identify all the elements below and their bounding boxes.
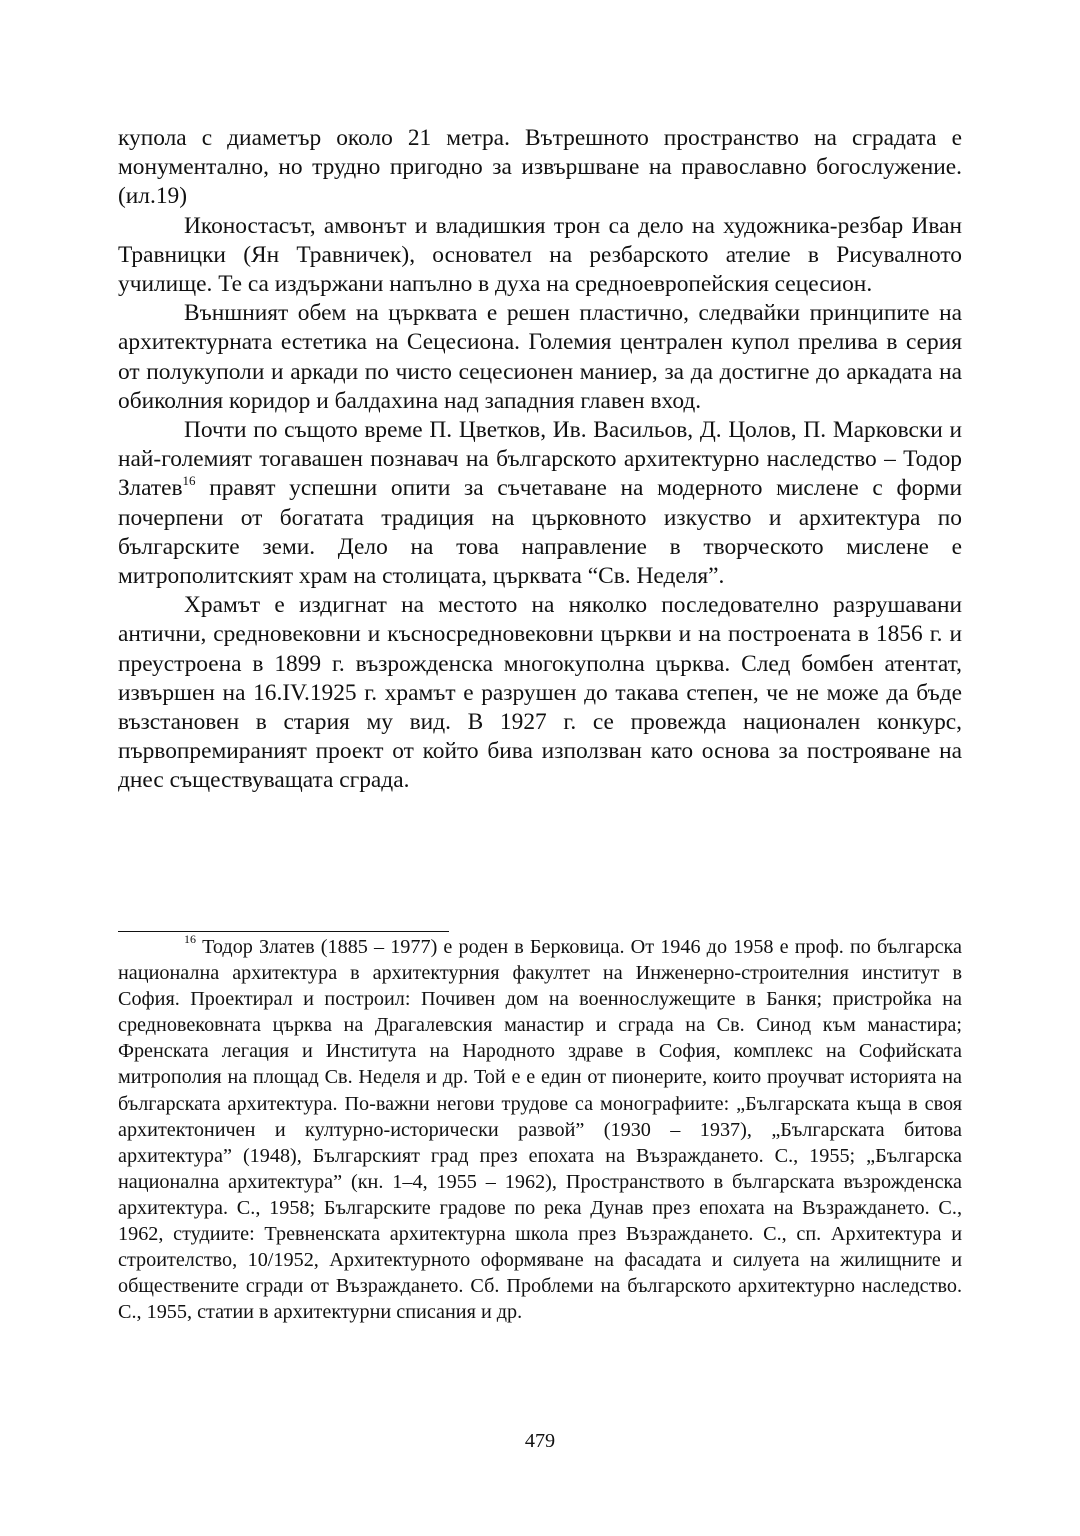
footnote-paragraph xyxy=(118,934,962,1325)
paragraph-3: Външният обем на църквата е решен пластично, следвайки принципите на архитектурната естетика на Сецесиона. Големия централен купол прелива в серия от полукуполи и аркади по чисто сецесионен маниер, за да достигне до аркадата на обиколния коридор и балдахина над западния главен вход. xyxy=(118,300,962,414)
paragraph-4-part-2: правят успешни опити за съчетаване на модерното мислене с форми почерпени от богатата традиция на църковното изкуство и архитектура по българските земи. Дело на това направление в творческото мислене е митрополитският храм на столицата, църквата “Св. Неделя”. xyxy=(118,475,962,590)
paragraph-4 xyxy=(118,416,962,591)
footnote-text: Тодор Златев (1885 – 1977) е роден в Берковица. От 1946 до 1958 е проф. по българска национална архитектура в архитектурния факултет на Инженерно-строителния институт в София. Проектирал и построил: Почивен дом на военнослужещите в Банкя; пристройка на средновековната църква на Драгалевския манастир и сграда на Св. Синод към манастира; Френската легация и Института на Народното здраве в София, комплекс на Софийската митрополия на площад Св. Неделя и др. Той е е един от пионерите, които проучват историята на българската архитектура. По-важни негови трудове са монографиите: „Българската къща в своя архитектоничен и културно-исторически развой” (1930 – 1937), „Българската битова архитектура” (1948), Българският град през епохата на Възраждането. С., 1955; „Българска национална архитектура” (кн. 1–4, 1955 – 1962), Пространството в българската възрожденска архитектура. С., 1958; Българските градове по река Дунав през епохата на Възраждането. С., 1962, студиите: Тревненската архитектурна школа през Възраждането. С., сп. Архитектура и строителство, 10/1952, Архитектурното оформяване на фасадата и силуета на жилищните и обществените сгради от Възраждането. Сб. Проблеми на българското архитектурно наследство. С., 1955, статии в архитектурни списания и др. xyxy=(118,936,962,1324)
main-text xyxy=(118,124,962,796)
footnote-number: 16 xyxy=(184,932,196,947)
paragraph-1: купола с диаметър около 21 метра. Вътрешното пространство на сградата е монументално, но трудно пригодно за извършване на православно богослужение. (ил.19) xyxy=(118,125,962,210)
page-number: 479 xyxy=(524,1430,556,1452)
footnote xyxy=(118,934,962,1325)
paragraph-4-part-1: Почти по същото време П. Цветков, Ив. Васильов, Д. Цолов, П. Марковски и най-големият тогавашен познавач на българското архитектурно наследство – Тодор Златев xyxy=(118,417,962,502)
footnote-separator xyxy=(118,931,449,932)
footnote-reference[interactable]: 16 xyxy=(182,472,196,488)
paragraph-2: Иконостасът, амвонът и владишкия трон са дело на художника-резбар Иван Травницки (Ян Травничек), основател на резбарското ателие в Рисувалното училище. Те са издържани напълно в духа на средноевропейския сецесион. xyxy=(118,212,962,298)
paragraph-5: Храмът е издигнат на местото на няколко последователно разрушавани антични, средновековни и късносредновековни църкви и на построената в 1856 г. и преустроена в 1899 г. възрожденска многокуполна църква. След бомбен атентат, извършен на 16.IV.1925 г. храмът е разрушен до такава степен, че не може да бъде възстановен в стария му вид. В 1927 г. се провежда национален конкурс, първопремираният проект от който бива използван като основа за построяване на днес съществуващата сграда. xyxy=(118,592,962,794)
